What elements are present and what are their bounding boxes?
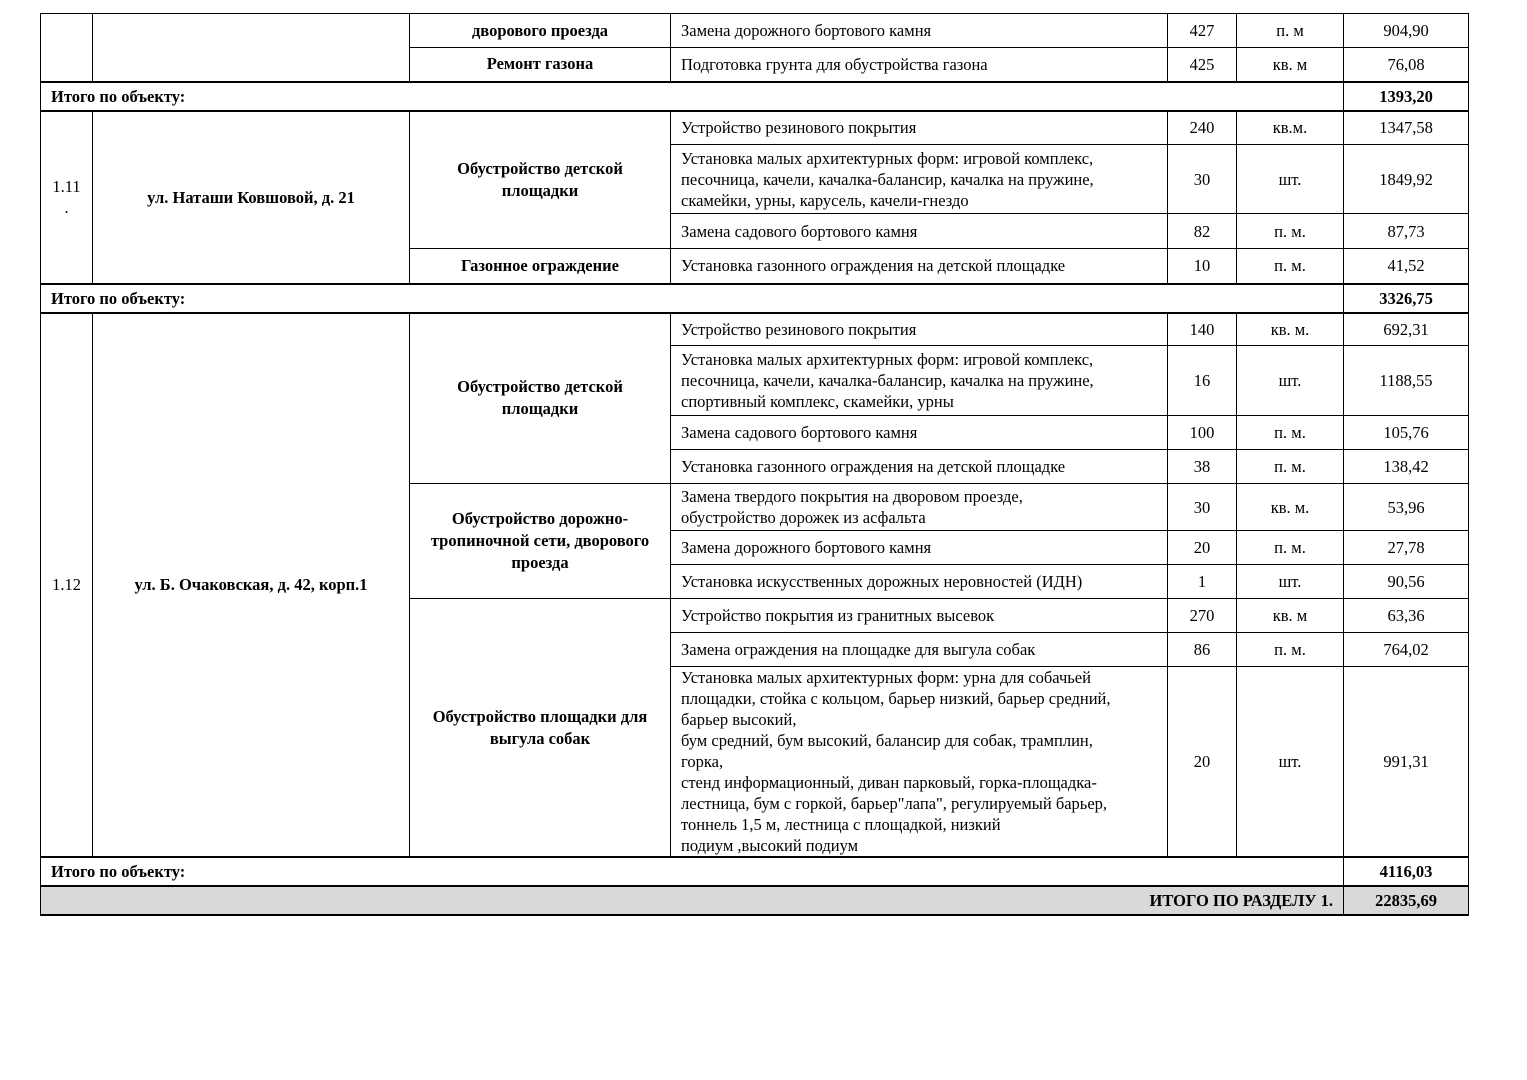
- grand-total-row: [41, 886, 1469, 915]
- amount: 63,36: [1344, 599, 1469, 633]
- unit: кв. м: [1237, 599, 1344, 633]
- quantity: 86: [1168, 633, 1237, 667]
- quantity: 427: [1168, 14, 1237, 48]
- amount: 27,78: [1344, 531, 1469, 565]
- address-cell: ул. Б. Очаковская, д. 42, корп.1: [93, 313, 410, 858]
- unit: п. м.: [1237, 633, 1344, 667]
- amount: 53,96: [1344, 484, 1469, 531]
- quantity: 38: [1168, 450, 1237, 484]
- quantity: 240: [1168, 111, 1237, 145]
- work-description: [671, 484, 1168, 531]
- amount: 1347,58: [1344, 111, 1469, 145]
- quantity: 100: [1168, 416, 1237, 450]
- description-line: песочница, качели, качалка-балансир, качалка на пружине,: [681, 371, 1094, 390]
- work-type-cell: Газонное ограждение: [410, 249, 671, 284]
- amount: 692,31: [1344, 313, 1469, 346]
- unit: п. м.: [1237, 531, 1344, 565]
- amount: 87,73: [1344, 214, 1469, 249]
- address-cell: [93, 14, 410, 82]
- work-type-cell: Ремонт газона: [410, 48, 671, 82]
- unit: п. м.: [1237, 416, 1344, 450]
- description-line: Установка малых архитектурных форм: игровой комплекс,: [681, 350, 1094, 369]
- description-line: обустройство дорожек из асфальта: [681, 508, 926, 527]
- description-line: тоннель 1,5 м, лестница с площадкой, низкий: [681, 815, 1001, 834]
- quantity: 20: [1168, 531, 1237, 565]
- amount: 105,76: [1344, 416, 1469, 450]
- quantity: 16: [1168, 346, 1237, 416]
- description-line: Замена твердого покрытия на дворовом проезде,: [681, 487, 1023, 506]
- description-line: лестница, бум с горкой, барьер"лапа", регулируемый барьер,: [681, 794, 1108, 813]
- description-line: бум средний, бум высокий, балансир для собак, трамплин,: [681, 731, 1093, 750]
- quantity: 82: [1168, 214, 1237, 249]
- description-line: песочница, качели, качалка-балансир, качалка на пружине,: [681, 169, 1094, 189]
- unit: кв. м: [1237, 48, 1344, 82]
- work-type-cell: дворового проезда: [410, 14, 671, 48]
- work-description: Установка искусственных дорожных неровностей (ИДН): [671, 565, 1168, 599]
- amount: 1849,92: [1344, 145, 1469, 214]
- description-line: скамейки, урны, карусель, качели-гнездо: [681, 190, 969, 210]
- work-description: Установка газонного ограждения на детской площадке: [671, 249, 1168, 284]
- description-line: площадки, стойка с кольцом, барьер низкий, барьер средний,: [681, 689, 1111, 708]
- work-description: Замена ограждения на площадке для выгула собак: [671, 633, 1168, 667]
- work-description: [671, 667, 1168, 858]
- quantity: 20: [1168, 667, 1237, 858]
- grand-total-label: ИТОГО ПО РАЗДЕЛУ 1.: [41, 886, 1344, 915]
- work-description: Замена садового бортового камня: [671, 416, 1168, 450]
- subtotal-label: Итого по объекту:: [41, 284, 1344, 313]
- item-number-cell: [41, 111, 93, 284]
- subtotal-row: [41, 857, 1469, 886]
- work-type-cell: Обустройство детской площадки: [410, 111, 671, 249]
- unit: п. м.: [1237, 214, 1344, 249]
- quantity: 30: [1168, 484, 1237, 531]
- work-description: Замена дорожного бортового камня: [671, 14, 1168, 48]
- item-number-cell: 1.12: [41, 313, 93, 858]
- subtotal-label: Итого по объекту:: [41, 82, 1344, 111]
- work-description: Замена дорожного бортового камня: [671, 531, 1168, 565]
- grand-total-value: 22835,69: [1344, 886, 1469, 915]
- subtotal-row: [41, 82, 1469, 111]
- work-description: Установка газонного ограждения на детской площадке: [671, 450, 1168, 484]
- unit: кв. м.: [1237, 313, 1344, 346]
- description-line: Установка малых архитектурных форм: урна для собачьей: [681, 668, 1091, 687]
- amount: 76,08: [1344, 48, 1469, 82]
- unit: кв. м.: [1237, 484, 1344, 531]
- quantity: 30: [1168, 145, 1237, 214]
- unit: шт.: [1237, 667, 1344, 858]
- description-line: подиум ,высокий подиум: [681, 836, 859, 855]
- amount: 90,56: [1344, 565, 1469, 599]
- work-description: [671, 346, 1168, 416]
- unit: п. м.: [1237, 450, 1344, 484]
- unit: шт.: [1237, 346, 1344, 416]
- subtotal-row: [41, 284, 1469, 313]
- description-line: Установка малых архитектурных форм: игровой комплекс,: [681, 148, 1094, 168]
- unit: п. м.: [1237, 249, 1344, 284]
- address-cell: ул. Наташи Ковшовой, д. 21: [93, 111, 410, 284]
- quantity: 10: [1168, 249, 1237, 284]
- table-row: [41, 14, 1469, 48]
- work-description: Подготовка грунта для обустройства газона: [671, 48, 1168, 82]
- unit: кв.м.: [1237, 111, 1344, 145]
- work-description: Устройство резинового покрытия: [671, 313, 1168, 346]
- work-description: Устройство покрытия из гранитных высевок: [671, 599, 1168, 633]
- subtotal-value: 1393,20: [1344, 82, 1469, 111]
- quantity: 1: [1168, 565, 1237, 599]
- table-row: [41, 313, 1469, 346]
- work-description: Замена садового бортового камня: [671, 214, 1168, 249]
- amount: 138,42: [1344, 450, 1469, 484]
- amount: 764,02: [1344, 633, 1469, 667]
- quantity: 140: [1168, 313, 1237, 346]
- item-number-dot: .: [64, 198, 69, 217]
- item-number: 1.11: [52, 177, 81, 196]
- work-type-cell: Обустройство дорожно-тропиночной сети, дворового проезда: [410, 484, 671, 599]
- amount: 41,52: [1344, 249, 1469, 284]
- work-description: Устройство резинового покрытия: [671, 111, 1168, 145]
- amount: 904,90: [1344, 14, 1469, 48]
- estimate-table: [40, 13, 1469, 916]
- unit: шт.: [1237, 145, 1344, 214]
- subtotal-value: 4116,03: [1344, 857, 1469, 886]
- description-line: спортивный комплекс, скамейки, урны: [681, 392, 954, 411]
- work-type-cell: Обустройство площадки для выгула собак: [410, 599, 671, 858]
- description-line: горка,: [681, 752, 724, 771]
- description-line: барьер высокий,: [681, 710, 797, 729]
- work-description: [671, 145, 1168, 214]
- unit: п. м: [1237, 14, 1344, 48]
- work-type-cell: Обустройство детской площадки: [410, 313, 671, 484]
- subtotal-label: Итого по объекту:: [41, 857, 1344, 886]
- subtotal-value: 3326,75: [1344, 284, 1469, 313]
- amount: 991,31: [1344, 667, 1469, 858]
- unit: шт.: [1237, 565, 1344, 599]
- table-row: [41, 111, 1469, 145]
- item-number-cell: [41, 14, 93, 82]
- quantity: 425: [1168, 48, 1237, 82]
- quantity: 270: [1168, 599, 1237, 633]
- amount: 1188,55: [1344, 346, 1469, 416]
- description-line: стенд информационный, диван парковый, горка-площадка-: [681, 773, 1097, 792]
